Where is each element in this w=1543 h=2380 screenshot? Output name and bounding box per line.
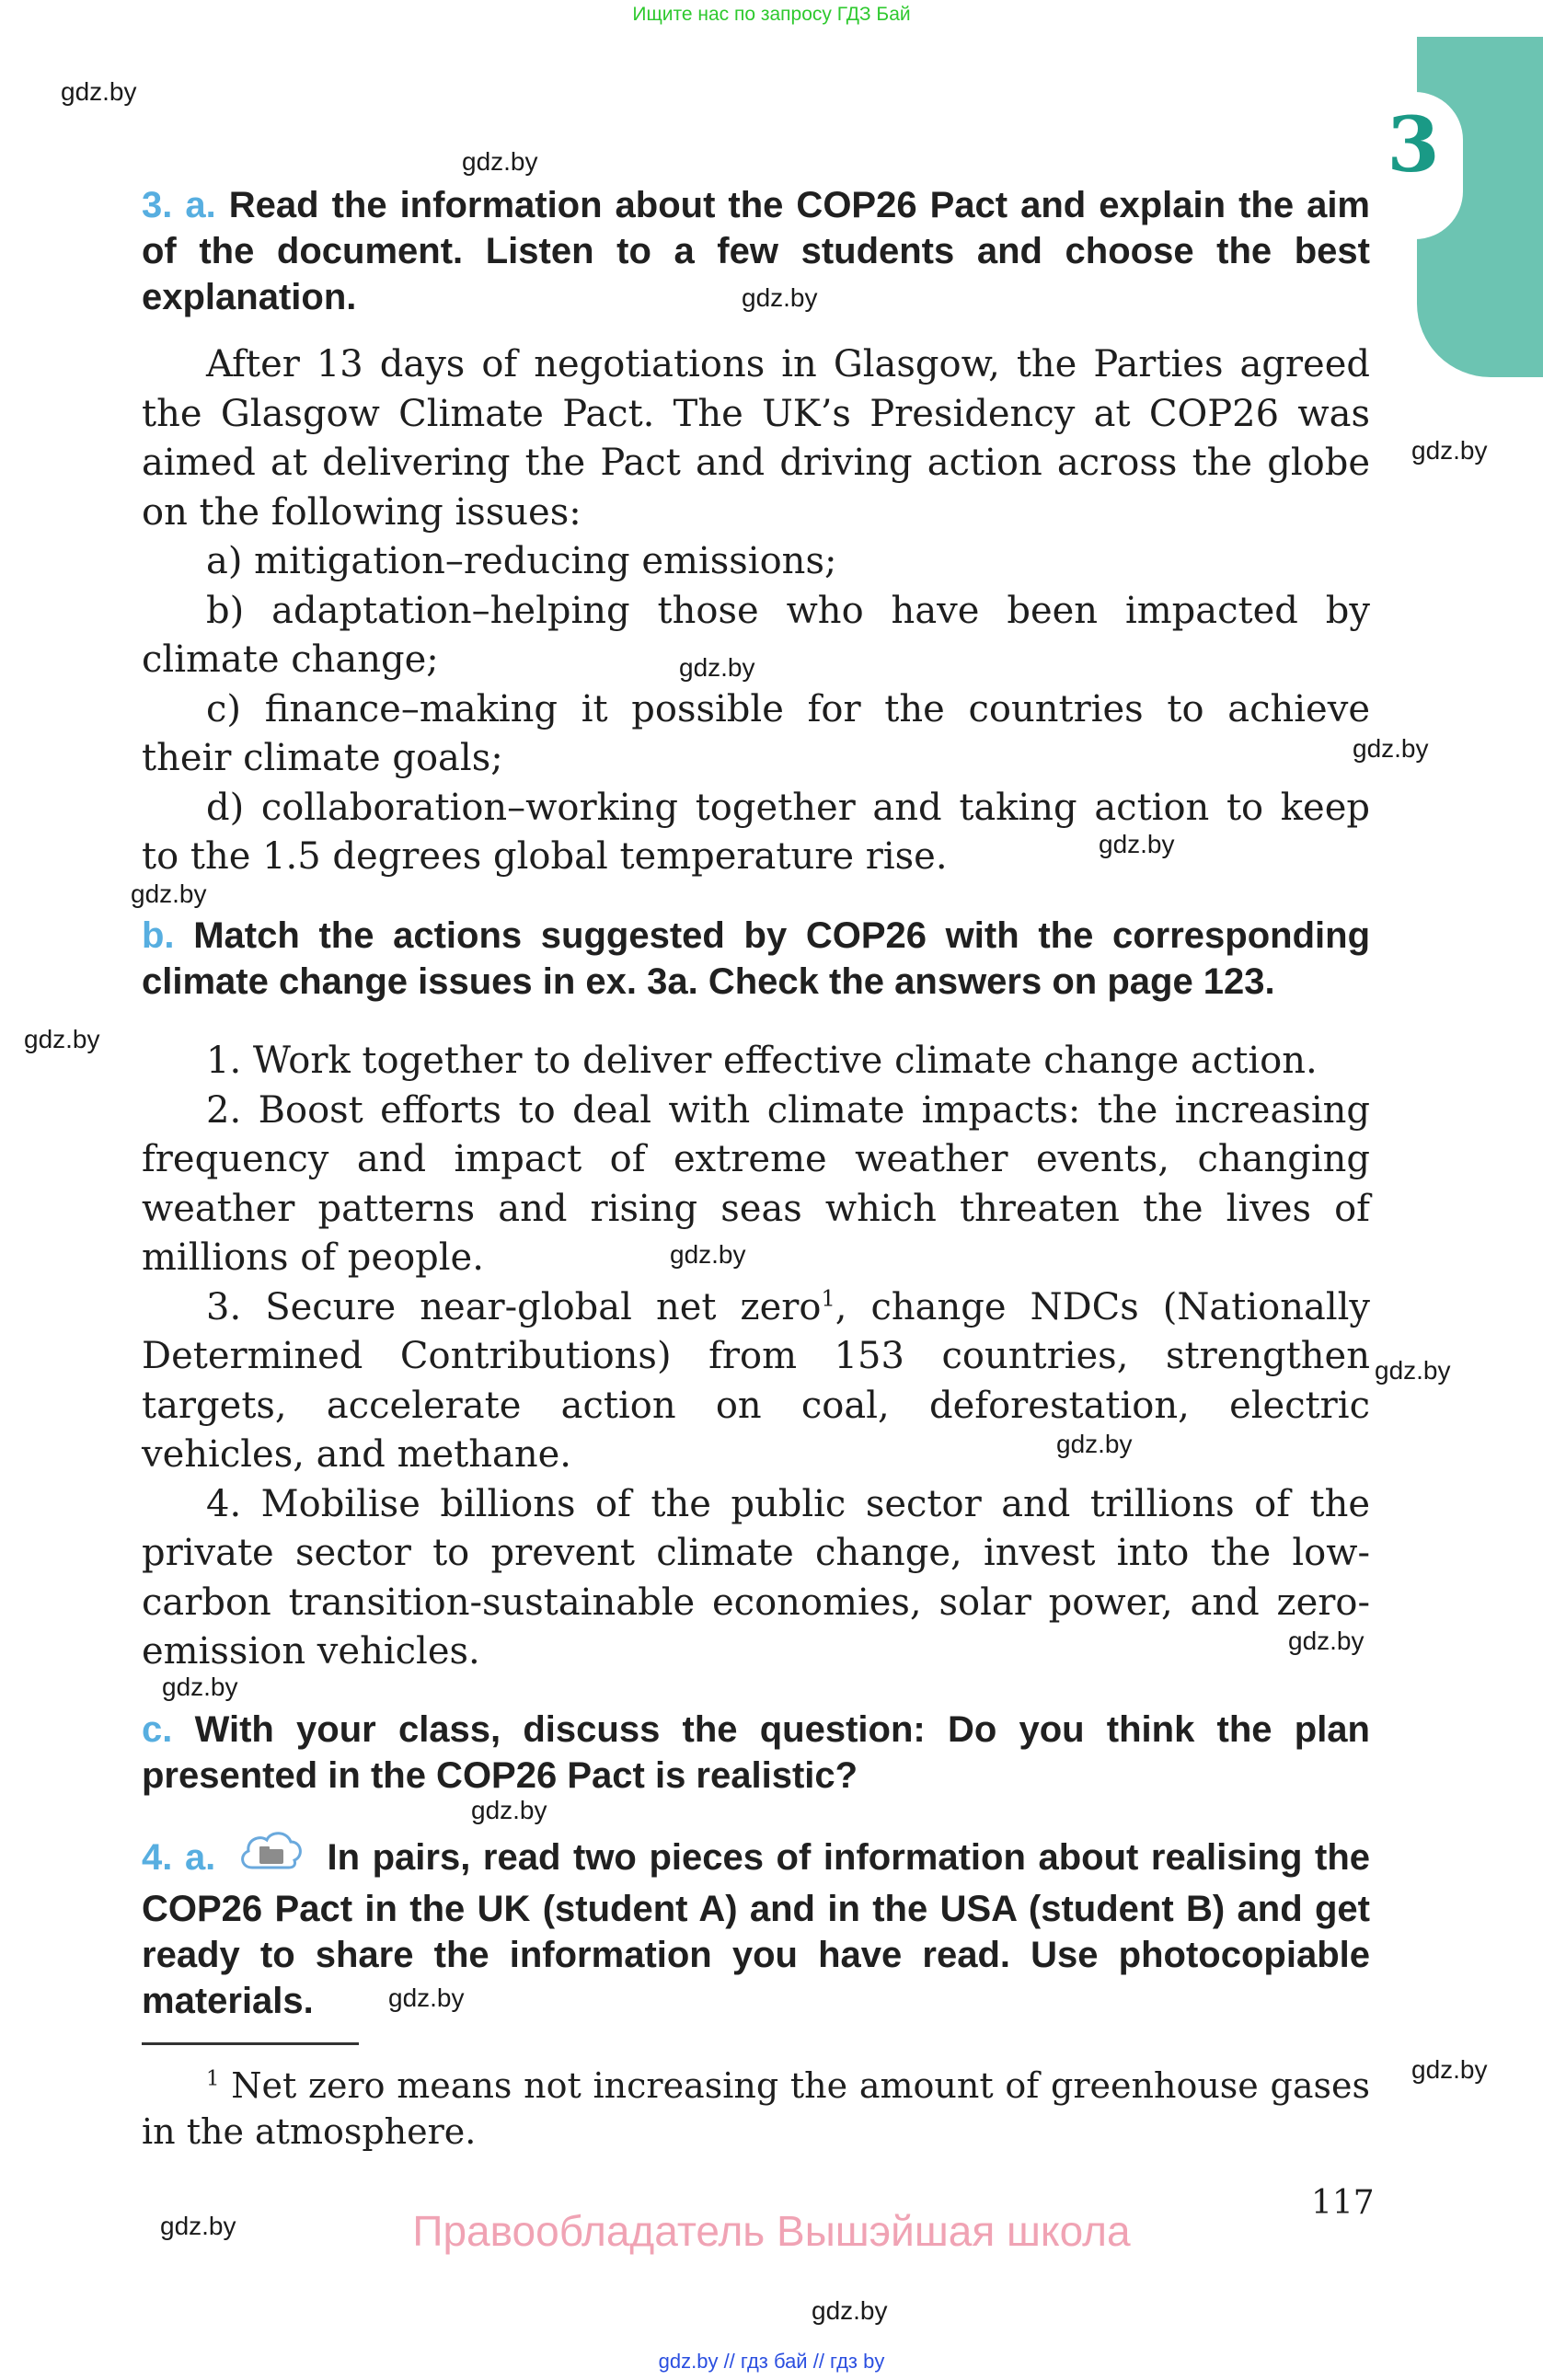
watermark: gdz.by	[670, 1240, 746, 1269]
footer-links[interactable]: gdz.by // гдз бай // гдз by	[658, 2350, 885, 2373]
watermark: gdz.by	[388, 1983, 465, 2012]
exercise-4a-instruction	[142, 1829, 1370, 2024]
watermark: gdz.by	[1288, 1627, 1365, 1655]
watermark: gdz.by	[812, 2296, 888, 2325]
footnote-text: Net zero means not increasing the amount of greenhouse gases in the atmosphere.	[142, 2065, 1370, 2152]
action-3-end: , change NDCs (Nationally Determined Contributions) from 153 countries, strengthen targets, accelerate action on coal, deforestation, electric vehicles, and methane.	[142, 1285, 1371, 1476]
watermark: gdz.by	[462, 147, 538, 176]
footnote-divider	[142, 2042, 359, 2045]
action-3-start: 3. Secure near-global net zero	[206, 1285, 822, 1328]
watermark: gdz.by	[471, 1796, 547, 1824]
watermark: gdz.by	[742, 283, 818, 312]
watermark: gdz.by	[1375, 1356, 1451, 1385]
watermark: gdz.by	[1411, 436, 1488, 465]
watermark: gdz.by	[1056, 1430, 1133, 1458]
footnote-number: 1	[206, 2066, 220, 2091]
cloud-folder-icon[interactable]	[237, 1829, 305, 1886]
watermark: gdz.by	[1411, 2055, 1488, 2084]
exercise-3b-mark: b.	[142, 915, 175, 956]
issue-item: d) collaboration–working together and taking action to keep to the 1.5 degrees global temperature rise.	[142, 786, 1370, 878]
exercise-3a-text: Read the information about the COP26 Pact and explain the aim of the document. Listen to a few students and choose the best explanation.	[142, 185, 1370, 317]
exercise-3a-instruction	[142, 182, 1370, 320]
exercise-3b-actions	[142, 1037, 1370, 1677]
footnote-ref[interactable]: 1	[821, 1285, 835, 1312]
exercise-3b-instruction	[142, 913, 1370, 1005]
cop26-paragraph: After 13 days of negotiations in Glasgow, the Parties agreed the Glasgow Climate Pact. The UK’s Presidency at COP26 was aimed at delivering the Pact and driving action across the globe on the following issues:	[142, 343, 1370, 534]
exercise-3b-text: Match the actions suggested by COP26 with the corresponding climate change issues in ex. 3a. Check the answers on page 123.	[142, 915, 1370, 1002]
unit-number: 3	[1387, 101, 1440, 190]
watermark: gdz.by	[61, 77, 137, 106]
action-item: 4. Mobilise billions of the public sector and trillions of the private sector to prevent climate change, invest into the low-carbon transition-sustainable economies, solar power, and zero-emission vehicles.	[142, 1482, 1370, 1673]
watermark: gdz.by	[1353, 734, 1429, 763]
copyright-notice: Правообладатель Вышэйшая школа	[412, 2207, 1131, 2255]
search-hint-link[interactable]: Ищите нас по запросу ГДЗ Бай	[632, 4, 911, 25]
action-item	[142, 1283, 1370, 1480]
issue-item: a) mitigation–reducing emissions;	[206, 540, 837, 582]
watermark: gdz.by	[131, 880, 207, 908]
page-number: 117	[1311, 2184, 1375, 2222]
issue-item: c) finance–making it possible for the countries to achieve their climate goals;	[142, 687, 1370, 779]
watermark: gdz.by	[162, 1673, 238, 1701]
exercise-3a-mark: 3. a.	[142, 185, 216, 225]
exercise-3c-mark: c.	[142, 1709, 173, 1750]
issue-item: b) adaptation–helping those who have been impacted by climate change;	[142, 589, 1370, 681]
watermark: gdz.by	[160, 2212, 236, 2240]
action-item: 2. Boost efforts to deal with climate impacts: the increasing frequency and impact of extreme weather events, changing weather patterns and rising seas which threaten the lives of millions of people.	[142, 1088, 1370, 1279]
exercise-3c-text: With your class, discuss the question: Do you think the plan presented in the COP26 Pact is realistic?	[142, 1709, 1370, 1796]
watermark: gdz.by	[24, 1025, 100, 1053]
exercise-4a-mark: 4. a.	[142, 1837, 216, 1878]
watermark: gdz.by	[679, 653, 755, 682]
exercise-3c-instruction	[142, 1707, 1370, 1799]
exercise-4a-text: In pairs, read two pieces of information about realising the COP26 Pact in the UK (student A) and in the USA (student B) and get ready to share the information you have read. Use photocopiable materials.	[142, 1837, 1370, 2021]
footnote	[142, 2063, 1370, 2155]
action-item: 1. Work together to deliver effective climate change action.	[206, 1040, 1318, 1082]
watermark: gdz.by	[1099, 830, 1175, 858]
exercise-3a-reading	[142, 340, 1370, 882]
